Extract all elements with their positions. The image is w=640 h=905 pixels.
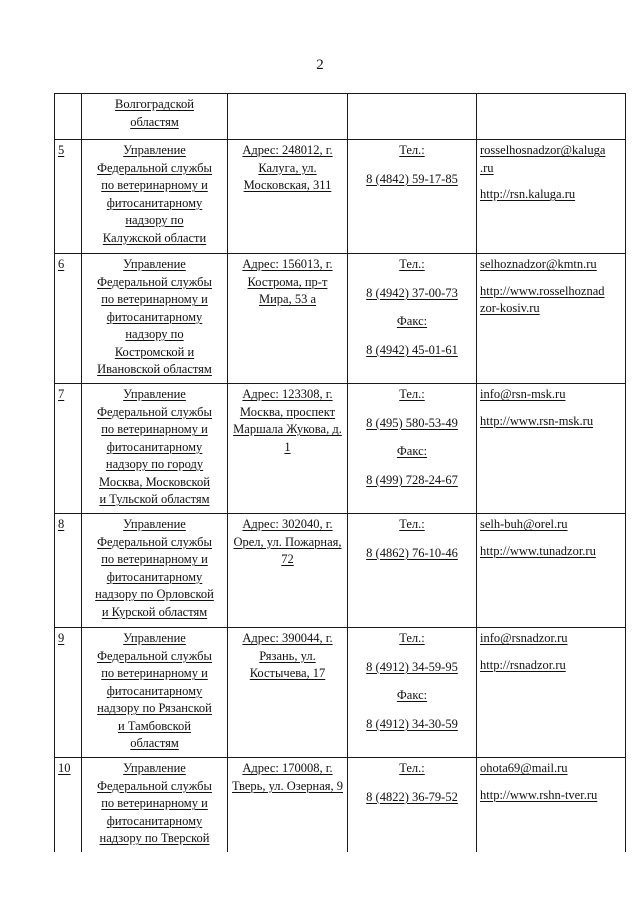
contact-phone-cell	[348, 94, 477, 140]
address-line: Адрес: 302040, г.	[242, 517, 333, 531]
agency-name-line: Управление	[123, 257, 186, 271]
address-line: Адрес: 123308, г.	[242, 387, 333, 401]
row-number: 8	[58, 517, 65, 531]
agency-name-line: областям	[130, 114, 179, 129]
address-line: Рязань, ул.	[259, 648, 316, 663]
address-line: Адрес: 248012, г.	[242, 143, 333, 157]
address-cell	[228, 254, 348, 384]
address-line: Мира, 53 а	[258, 292, 317, 306]
fax-number: 8 (499) 728-24-67	[366, 472, 458, 487]
address-line: Орел, ул. Пожарная,	[233, 534, 342, 549]
website-link[interactable]: http://www.rosselhoznad	[480, 283, 605, 298]
agency-name-line: по ветеринарному и	[101, 422, 208, 436]
phone-label: Тел.:	[399, 631, 425, 645]
agency-name-line: Федеральной службы	[97, 534, 212, 549]
email-link[interactable]: ohota69@mail.ru	[480, 761, 568, 775]
address-line: Кострома, пр-т	[247, 274, 328, 289]
email-link[interactable]: info@rsnadzor.ru	[480, 631, 568, 645]
email-link[interactable]: selhoznadzor@kmtn.ru	[480, 257, 597, 271]
email-website-cell	[477, 514, 626, 628]
website-link[interactable]: http://rsnadzor.ru	[480, 657, 566, 672]
agency-name-line: Волгоградской	[115, 97, 194, 111]
agency-name-line: Федеральной службы	[97, 404, 212, 419]
table-row	[55, 628, 626, 758]
email-website-cell	[477, 254, 626, 384]
agency-name-line: по ветеринарному и	[101, 552, 208, 566]
address-cell	[228, 94, 348, 140]
agency-name-cell	[82, 140, 228, 254]
agency-name-line: и Курской областям	[101, 604, 208, 619]
agency-name-line: надзору по Орловской	[95, 587, 214, 601]
phone-label: Тел.:	[399, 143, 425, 157]
address-line: Московская, 311	[243, 178, 332, 192]
table-row	[55, 758, 626, 852]
fax-number: 8 (4912) 34-30-59	[366, 716, 458, 731]
email-link[interactable]: rosselhosnadzor@kaluga	[480, 143, 606, 157]
table-row	[55, 384, 626, 514]
fax-label: Факс:	[396, 688, 428, 702]
row-number-cell	[55, 758, 82, 852]
phone-label: Тел.:	[399, 387, 425, 401]
email-link[interactable]: selh-buh@orel.ru	[480, 517, 568, 531]
address-line: Москва, проспект	[239, 404, 336, 419]
contact-phone-cell	[348, 384, 477, 514]
phone-label: Тел.:	[399, 761, 425, 775]
website-link[interactable]: http://rsn.kaluga.ru	[480, 187, 576, 201]
address-cell	[228, 758, 348, 852]
agency-name-line: надзору по Рязанской	[97, 701, 212, 715]
phone-number: 8 (4822) 36-79-52	[366, 789, 458, 804]
agency-name-line: Федеральной службы	[97, 778, 212, 793]
agency-name-line: Управление	[123, 387, 186, 401]
row-number-cell	[55, 140, 82, 254]
fax-label: Факс:	[396, 314, 428, 328]
row-number-cell	[55, 628, 82, 758]
address-line: Адрес: 170008, г.	[242, 761, 333, 775]
agency-name-cell	[82, 254, 228, 384]
contact-phone-cell	[348, 758, 477, 852]
agency-name-cell	[82, 514, 228, 628]
agency-name-line: по ветеринарному и	[101, 178, 208, 192]
address-cell	[228, 384, 348, 514]
agency-name-line: Управление	[123, 143, 186, 157]
phone-label: Тел.:	[399, 257, 425, 271]
email-website-cell	[477, 384, 626, 514]
website-link[interactable]: http://www.rshn-tver.ru	[480, 787, 598, 802]
agency-name-line: по ветеринарному и	[101, 666, 208, 680]
row-number: 7	[58, 387, 65, 401]
phone-number: 8 (4842) 59-17-85	[366, 171, 458, 186]
agency-name-line: по ветеринарному и	[101, 292, 208, 306]
website-link[interactable]: http://www.rsn-msk.ru	[480, 413, 594, 428]
agency-name-cell	[82, 384, 228, 514]
address-cell	[228, 514, 348, 628]
table-row	[55, 514, 626, 628]
agency-name-line: фитосанитарному	[106, 309, 203, 324]
phone-number: 8 (4942) 37-00-73	[366, 285, 458, 300]
table-row	[55, 94, 626, 140]
phone-number: 8 (4862) 76-10-46	[366, 545, 458, 560]
agency-name-line: Управление	[123, 761, 186, 775]
row-number-cell	[55, 514, 82, 628]
row-number-cell	[55, 384, 82, 514]
website-link[interactable]: http://www.tunadzor.ru	[480, 543, 596, 558]
contact-phone-cell	[348, 254, 477, 384]
agency-name-line: и Тульской областям	[99, 492, 210, 506]
address-line: 1	[284, 439, 291, 454]
agency-name-line: Федеральной службы	[97, 274, 212, 289]
agency-name-line: Костромской и	[114, 344, 195, 359]
phone-label: Тел.:	[399, 517, 425, 531]
agency-name-line: Калужской области	[102, 230, 207, 245]
contact-phone-cell	[348, 628, 477, 758]
agency-name-line: Управление	[123, 631, 186, 645]
agency-name-line: надзору по	[125, 213, 184, 227]
authorities-table	[54, 93, 626, 852]
row-number: 9	[58, 631, 65, 645]
address-line: Костычева, 17	[249, 666, 326, 680]
fax-number: 8 (4942) 45-01-61	[366, 342, 458, 357]
email-website-cell	[477, 758, 626, 852]
agency-name-line: надзору по Тверской	[99, 831, 210, 845]
phone-number: 8 (495) 580-53-49	[366, 415, 458, 430]
agency-name-line: надзору по	[125, 327, 184, 341]
website-link[interactable]: zor-kosiv.ru	[480, 301, 540, 315]
row-number-cell	[55, 254, 82, 384]
email-website-cell	[477, 94, 626, 140]
address-line: Тверь, ул. Озерная, 9	[231, 778, 344, 793]
agency-name-line: и Тамбовской	[118, 718, 191, 733]
email-website-cell	[477, 140, 626, 254]
agency-name-line: Федеральной службы	[97, 160, 212, 175]
address-cell	[228, 628, 348, 758]
row-number: 6	[58, 257, 65, 271]
table-row	[55, 140, 626, 254]
agency-name-line: фитосанитарному	[106, 439, 203, 454]
address-line: Адрес: 156013, г.	[242, 257, 333, 271]
address-cell	[228, 140, 348, 254]
email-link[interactable]: .ru	[480, 160, 494, 175]
page-number: 2	[316, 57, 324, 73]
address-line: 72	[281, 552, 294, 566]
agency-name-line: надзору по городу	[105, 457, 204, 471]
fax-label: Факс:	[396, 444, 428, 458]
agency-name-line: областям	[130, 736, 179, 750]
contact-phone-cell	[348, 140, 477, 254]
agency-name-cell	[82, 94, 228, 140]
address-line: Адрес: 390044, г.	[242, 631, 333, 645]
agency-name-line: фитосанитарному	[106, 569, 203, 584]
agency-name-line: Управление	[123, 517, 186, 531]
row-number-cell	[55, 94, 82, 140]
agency-name-line: Ивановской областям	[97, 362, 212, 376]
phone-number: 8 (4912) 34-59-95	[366, 659, 458, 674]
agency-name-line: по ветеринарному и	[101, 796, 208, 810]
agency-name-cell	[82, 758, 228, 852]
address-line: Маршала Жукова, д.	[233, 422, 342, 436]
agency-name-cell	[82, 628, 228, 758]
agency-name-line: фитосанитарному	[106, 195, 203, 210]
agency-name-line: Москва, Московской	[99, 474, 210, 489]
email-website-cell	[477, 628, 626, 758]
agency-name-line: Федеральной службы	[97, 648, 212, 663]
email-link[interactable]: info@rsn-msk.ru	[480, 387, 566, 401]
contact-phone-cell	[348, 514, 477, 628]
row-number: 10	[58, 761, 71, 775]
agency-name-line: фитосанитарному	[106, 683, 203, 698]
address-line: Калуга, ул.	[258, 160, 317, 175]
row-number: 5	[58, 143, 65, 157]
agency-name-line: фитосанитарному	[106, 813, 203, 828]
table-row	[55, 254, 626, 384]
